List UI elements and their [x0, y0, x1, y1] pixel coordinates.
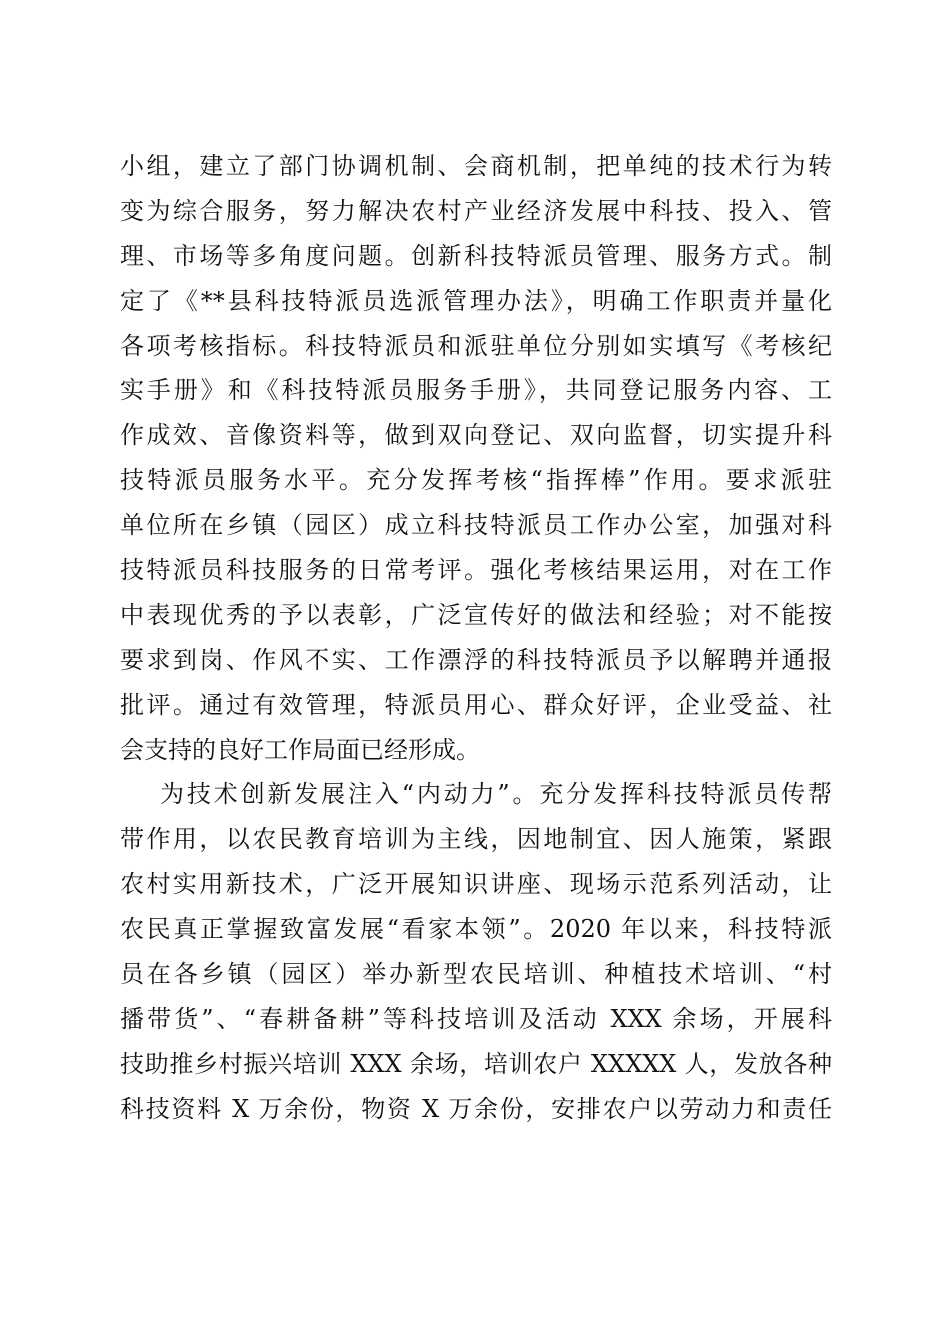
paragraph-1-line-3: 理、市场等多角度问题。创新科技特派员管理、服务方式。制 — [120, 241, 832, 270]
paragraph-2-line-1: 为技术创新发展注入“内动力”。充分发挥科技特派员传帮 — [160, 780, 832, 809]
paragraph-1-line-5: 各项考核指标。科技特派员和派驻单位分别如实填写《考核纪 — [120, 331, 832, 360]
paragraph-2-line-2: 带作用，以农民教育培训为主线，因地制宜、因人施策，紧跟 — [120, 825, 832, 854]
paragraph-2-line-5: 员在各乡镇（园区）举办新型农民培训、种植技术培训、“村 — [120, 960, 832, 989]
paragraph-2-line-4: 农民真正掌握致富发展“看家本领”。2020 年以来，科技特派 — [120, 915, 832, 944]
paragraph-1-line-13: 批评。通过有效管理，特派员用心、群众好评，企业受益、社 — [120, 690, 832, 719]
paragraph-1-line-1: 小组，建立了部门协调机制、会商机制，把单纯的技术行为转 — [120, 152, 832, 180]
paragraph-1-line-12: 要求到岗、作风不实、工作漂浮的科技特派员予以解聘并通报 — [120, 645, 832, 674]
paragraph-1-line-7: 作成效、音像资料等，做到双向登记、双向监督，切实提升科 — [120, 421, 832, 450]
paragraph-2-line-6: 播带货”、“春耕备耕”等科技培训及活动 XXX 余场，开展科 — [120, 1004, 832, 1033]
paragraph-1-line-2: 变为综合服务，努力解决农村产业经济发展中科技、投入、管 — [120, 196, 832, 225]
body-text — [120, 144, 832, 1132]
paragraph-1-line-8: 技特派员服务水平。充分发挥考核“指挥棒”作用。要求派驻 — [120, 466, 832, 495]
paragraph-1-line-14: 会支持的良好工作局面已经形成。 — [120, 735, 480, 764]
paragraph-1-line-9: 单位所在乡镇（园区）成立科技特派员工作办公室，加强对科 — [120, 511, 832, 540]
paragraph-2-line-7: 技助推乡村振兴培训 XXX 余场，培训农户 XXXXX 人，发放各种 — [120, 1049, 832, 1078]
paragraph-1-line-4: 定了《**县科技特派员选派管理办法》，明确工作职责并量化 — [120, 286, 832, 315]
paragraph-1-line-10: 技特派员科技服务的日常考评。强化考核结果运用，对在工作 — [120, 556, 832, 585]
paragraph-2-line-8: 科技资料 X 万余份，物资 X 万余份，安排农户以劳动力和责任 — [120, 1094, 832, 1123]
paragraph-1-line-11: 中表现优秀的予以表彰，广泛宣传好的做法和经验；对不能按 — [120, 600, 832, 629]
paragraph-1-line-6: 实手册》和《科技特派员服务手册》，共同登记服务内容、工 — [120, 376, 832, 405]
paragraph-2-line-3: 农村实用新技术，广泛开展知识讲座、现场示范系列活动，让 — [120, 870, 832, 899]
